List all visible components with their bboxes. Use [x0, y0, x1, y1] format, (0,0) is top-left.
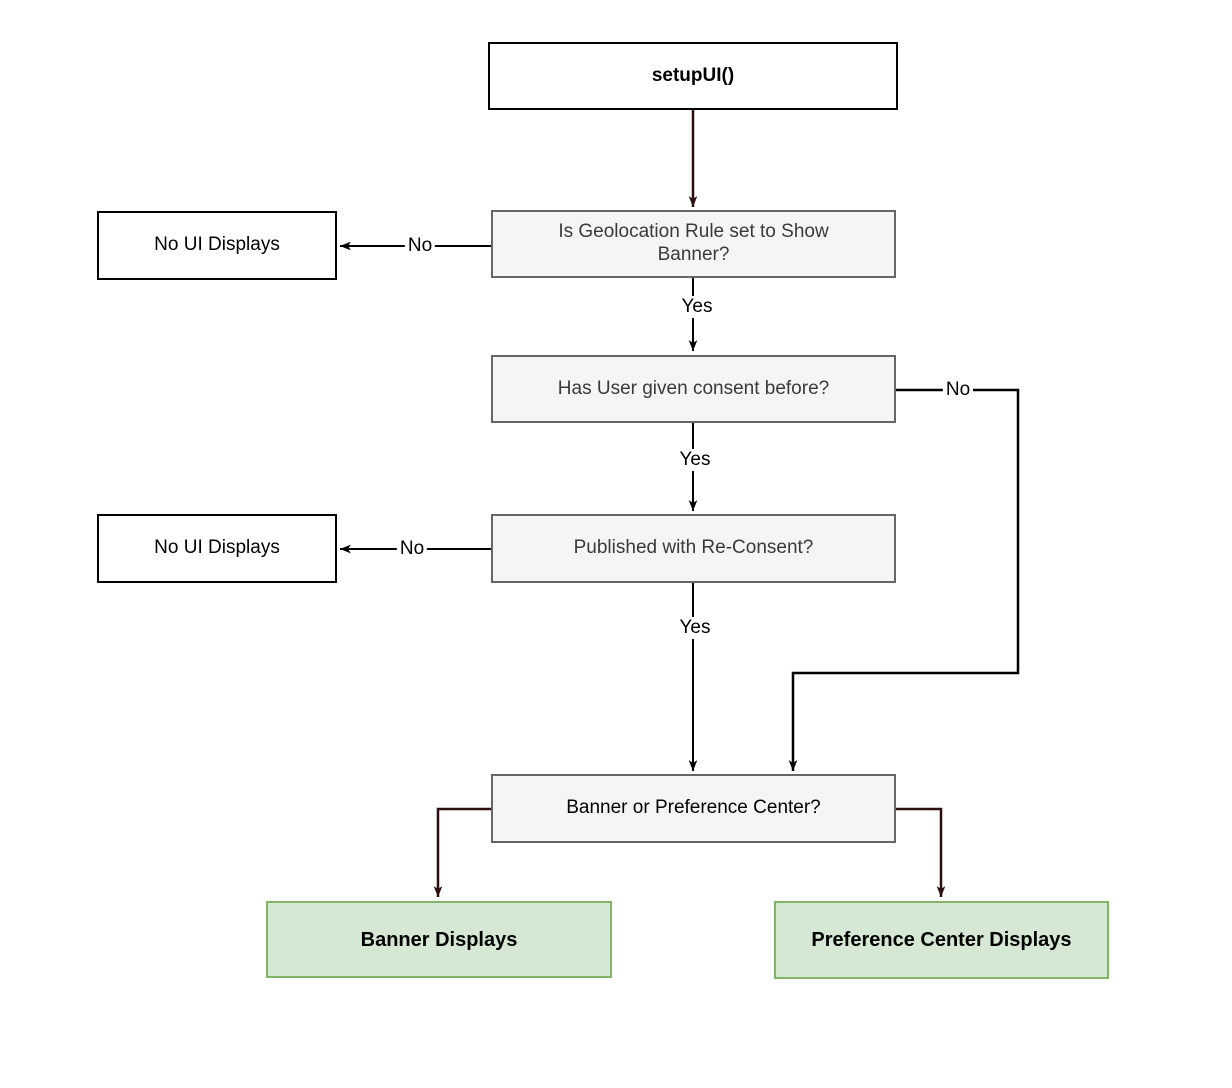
edge-label-geo-yes: Yes: [679, 296, 716, 318]
node-no-ui-displays-2: [97, 514, 337, 583]
node-banner-displays-label: Banner Displays: [360, 928, 518, 951]
node-no-ui-2-label: No UI Displays: [154, 537, 280, 559]
edge-to-banner-displays: [438, 809, 491, 897]
node-banner-or-pc: [491, 774, 896, 843]
edge-label-consent-no: No: [943, 379, 973, 401]
edge-label-republish-no: No: [397, 538, 427, 560]
node-consent-before: [491, 355, 896, 423]
node-consent-before-label: Has User given consent before?: [557, 377, 830, 399]
node-pc-displays: [774, 901, 1109, 979]
node-geo-rule: [491, 210, 896, 278]
node-banner-or-pc-label: Banner or Preference Center?: [566, 797, 821, 819]
edge-to-pc-displays: [896, 809, 941, 897]
node-setupui: [488, 42, 898, 110]
edge-label-consent-yes: Yes: [677, 449, 714, 471]
node-banner-displays: [266, 901, 612, 978]
node-no-ui-displays-1: [97, 211, 337, 280]
node-republish: [491, 514, 896, 583]
node-no-ui-1-label: No UI Displays: [154, 234, 280, 256]
node-geo-rule-label: Is Geolocation Rule set to Show Banner?: [558, 221, 829, 265]
node-setupui-label: setupUI(): [651, 64, 735, 86]
node-republish-label: Published with Re-Consent?: [573, 537, 814, 559]
edge-label-geo-no: No: [405, 235, 435, 257]
edge-label-republish-yes: Yes: [677, 617, 714, 639]
node-pc-displays-label: Preference Center Displays: [811, 929, 1072, 951]
